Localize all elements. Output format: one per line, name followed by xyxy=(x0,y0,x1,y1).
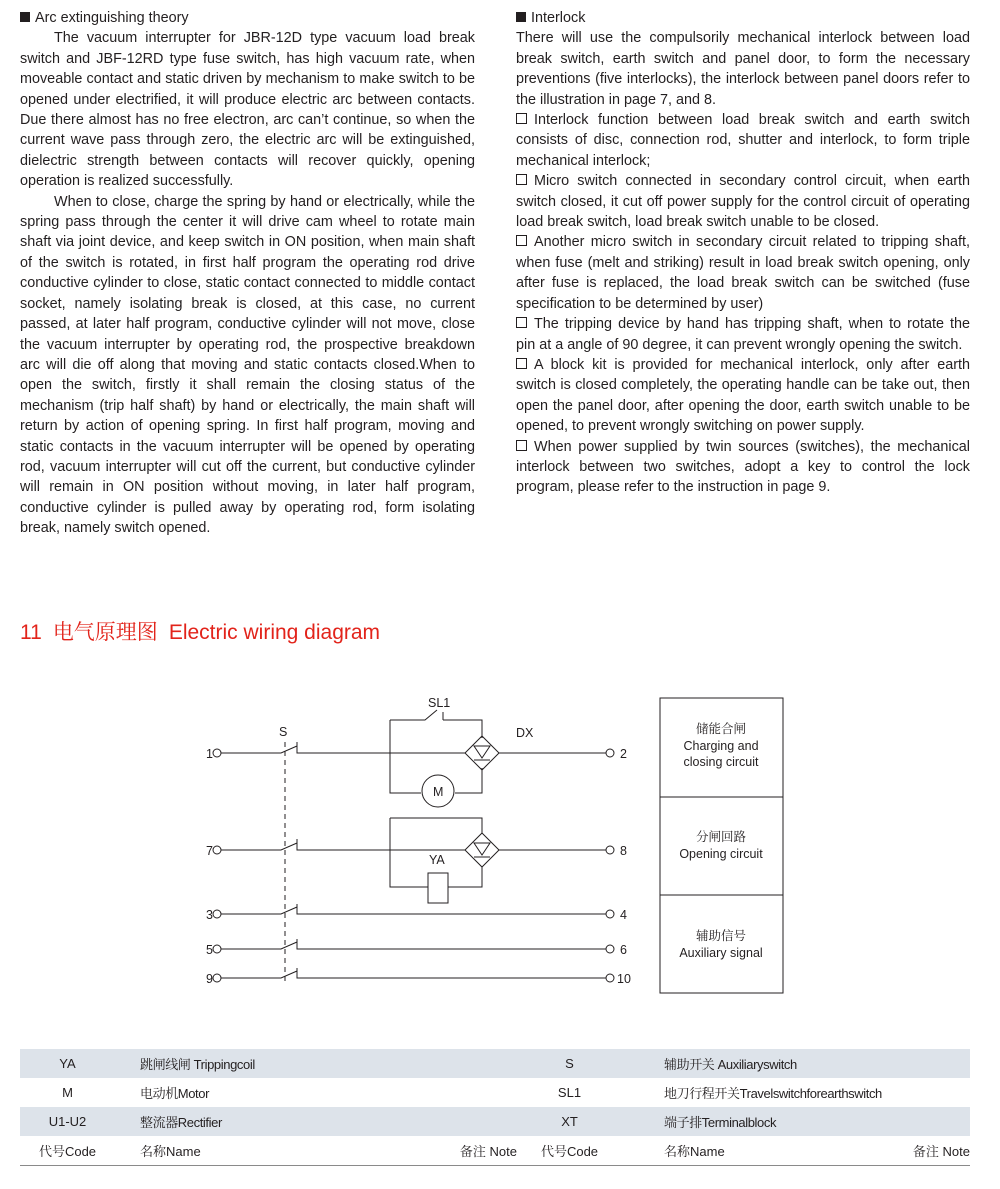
rectifier-2-diamond xyxy=(465,833,499,867)
terminal-label-8: 8 xyxy=(620,844,627,858)
label-ya: YA xyxy=(429,853,445,867)
interlock-item xyxy=(516,110,970,171)
interlock-item-text: When power supplied by twin sources (switches), the mechanical interlock between two switches, adopt a key to control the lock program, please refer to the instruction in page 9. xyxy=(516,438,970,496)
terminal-label-6: 6 xyxy=(620,943,627,957)
legend-note xyxy=(420,1107,517,1136)
opening-loop xyxy=(390,818,606,887)
terminal-10-circle xyxy=(606,974,614,982)
checkbox-bullet-icon xyxy=(516,440,527,451)
rectifier-dx-diamond xyxy=(465,736,499,770)
label-s: S xyxy=(279,725,288,739)
table-header-row xyxy=(20,1136,970,1166)
checkbox-bullet-icon xyxy=(516,174,527,185)
checkbox-bullet-icon xyxy=(516,113,527,124)
terminal-1-circle xyxy=(213,749,221,757)
rectifier-dx-symbol xyxy=(474,746,490,760)
legend-note xyxy=(900,1107,970,1136)
wiring-diagram xyxy=(0,680,1000,1010)
terminal-label-4: 4 xyxy=(620,908,627,922)
label-dx: DX xyxy=(516,726,534,740)
table-row xyxy=(20,1107,970,1136)
interlock-item xyxy=(516,355,970,437)
interlock-section xyxy=(516,8,970,498)
box-charging-cn: 储能合闸 xyxy=(695,722,747,736)
terminal-label-9: 9 xyxy=(206,972,213,986)
interlock-item-text: The tripping device by hand has tripping shaft, when to rotate the pin at a angle of 90 degree, it can prevent wrongly opening the switch. xyxy=(516,316,970,353)
terminal-6-circle xyxy=(606,945,614,953)
header-note: 备注 Note xyxy=(420,1136,517,1166)
table-row xyxy=(20,1078,970,1107)
interlock-item xyxy=(516,171,970,232)
legend-code: SL1 xyxy=(557,1085,582,1100)
terminal-label-10: 10 xyxy=(617,972,631,986)
interlock-item-text: Interlock function between load break switch and earth switch consists of disc, connection rod, shutter and interlock, to form triple mechanical interlock; xyxy=(516,112,970,169)
arc-heading-text: Arc extinguishing theory xyxy=(35,10,189,26)
box-charging-en-1: Charging and xyxy=(683,739,759,753)
terminal-label-1: 1 xyxy=(206,747,213,761)
circuit-line-1 xyxy=(221,742,390,753)
trip-coil-ya xyxy=(428,873,448,903)
terminal-5-circle xyxy=(213,945,221,953)
checkbox-bullet-icon xyxy=(516,358,527,369)
interlock-item-text: Micro switch connected in secondary control circuit, when earth switch closed, it cut off power supply for the control circuit of operating load break switch, load break switch unable to be closed. xyxy=(516,173,970,231)
arc-paragraph-1: The vacuum interrupter for JBR-12D type vacuum load break switch and JBF-12RD type fuse switch, has high vacuum rate, when moveable contact and static driven by mechanism to make switch to be opened under electrified, it will produce electric arc between contacts. Due there almost has no free electron, arc can’t continue, so when the current wave pass through zero, the electric arc will be extinguished, dielectric strength between contacts will recover quickly, opening operation is realized successfully. xyxy=(20,30,475,190)
interlock-item-text: A block kit is provided for mechanical interlock, only after earth switch is closed completely, the operating handle can be take out, then open the panel door, after opening the door, earth switch unable to be opened, to prevent wrongly switching on power supply. xyxy=(516,356,970,435)
section-title xyxy=(20,616,380,646)
arc-paragraph-2: When to close, charge the spring by hand or electrically, while the spring pass through the center it will drive cam wheel to rotate main shaft via joint device, and keep switch in ON position, when main shaft of the switch is rotated, in first half program the operating rod drive conductive cylinder to close, static contact connected to middle contact socket, namely isolating break is closed, at this case, no current passed, at later half program, conductive cylinder will not move, close the vacuum interrupter by operating rod, the prospective breakdown arc will die off along that moving and static contacts closed.When to open the switch, firstly it shall remain the closing status of the mechanism (trip half shaft) by hand or electrically, the main shaft will return by action of opening spring. In first half program, moving and static contacts in the vacuum interrupter will be opened by operating rod, vacuum interrupter will cut off the current, but conductive cylinder will remain in ON position without moving, in later half program, conductive cylinder is pulled away by operating rod, form isolating break, namely switch opened. xyxy=(20,193,475,537)
interlock-item xyxy=(516,437,970,498)
circuit-line-9 xyxy=(221,968,606,978)
terminal-label-7: 7 xyxy=(206,844,213,858)
arc-heading xyxy=(20,8,475,28)
checkbox-bullet-icon xyxy=(516,317,527,328)
legend-code: XT xyxy=(517,1107,622,1136)
legend-code: YA xyxy=(20,1049,115,1078)
legend-note xyxy=(420,1049,517,1078)
box-auxiliary-cn: 辅助信号 xyxy=(695,929,747,943)
legend-name: 电动机Motor xyxy=(140,1086,210,1101)
rectifier-2-symbol xyxy=(474,843,490,857)
terminal-label-2: 2 xyxy=(620,747,627,761)
legend-code: U1-U2 xyxy=(20,1107,115,1136)
legend-note xyxy=(900,1049,970,1078)
label-m: M xyxy=(433,785,444,799)
terminal-label-5: 5 xyxy=(206,943,213,957)
section-title-cn: 电气原理图 xyxy=(52,621,158,644)
interlock-item-text: Another micro switch in secondary circuit related to tripping shaft, when fuse (melt and striking) result in load break switch opening, only after fuse is replaced, the load break switch can be switched (fuse specification to be determined by user) xyxy=(516,234,970,312)
box-auxiliary-en: Auxiliary signal xyxy=(679,946,763,960)
interlock-intro: There will use the compulsorily mechanical interlock between load break switch, earth switch and panel door, to form the necessary preventions (five interlocks), the interlock between panel doors refer to the illustration in page 7, and 8. xyxy=(516,30,970,108)
legend-note xyxy=(900,1078,970,1107)
circuit-line-3 xyxy=(221,904,606,914)
box-opening-cn: 分闸回路 xyxy=(695,830,747,844)
legend-name: 跳闸线闸 Trippingcoil xyxy=(115,1049,420,1078)
legend-name: 辅助开关 Auxiliaryswitch xyxy=(622,1049,900,1078)
square-bullet-icon xyxy=(20,12,30,22)
label-sl1: SL1 xyxy=(428,696,451,710)
terminal-7-circle xyxy=(213,846,221,854)
header-name: 名称Name xyxy=(622,1136,900,1166)
legend-table xyxy=(20,1049,970,1166)
terminal-2-circle xyxy=(606,749,614,757)
interlock-heading-text: Interlock xyxy=(531,10,586,26)
legend-name: 地刀行程开关Travelswitchforearthswitch xyxy=(664,1086,882,1101)
legend-name: 端子排Terminalblock xyxy=(622,1107,900,1136)
circuit-line-7 xyxy=(221,839,390,850)
terminal-3-circle xyxy=(213,910,221,918)
section-number: 11 xyxy=(20,621,42,644)
legend-name: 整流器Rectifier xyxy=(115,1107,420,1136)
header-note: 备注 Note xyxy=(900,1136,970,1166)
section-title-en: Electric wiring diagram xyxy=(168,621,381,644)
legend-note xyxy=(420,1078,517,1107)
checkbox-bullet-icon xyxy=(516,235,527,246)
terminal-8-circle xyxy=(606,846,614,854)
interlock-item xyxy=(516,314,970,355)
legend-code: M xyxy=(62,1085,73,1100)
circuit-line-5 xyxy=(221,939,606,949)
box-charging-en-2: closing circuit xyxy=(683,755,759,769)
header-name: 名称Name xyxy=(115,1136,420,1166)
terminal-label-3: 3 xyxy=(206,908,213,922)
arc-section xyxy=(20,8,475,539)
interlock-heading xyxy=(516,8,970,28)
legend-code: S xyxy=(517,1049,622,1078)
interlock-item xyxy=(516,232,970,314)
terminal-4-circle xyxy=(606,910,614,918)
header-code: 代号Code xyxy=(20,1136,115,1166)
box-opening-en: Opening circuit xyxy=(679,847,763,861)
header-code: 代号Code xyxy=(517,1136,622,1166)
square-bullet-icon xyxy=(516,12,526,22)
table-row xyxy=(20,1049,970,1078)
terminal-9-circle xyxy=(213,974,221,982)
